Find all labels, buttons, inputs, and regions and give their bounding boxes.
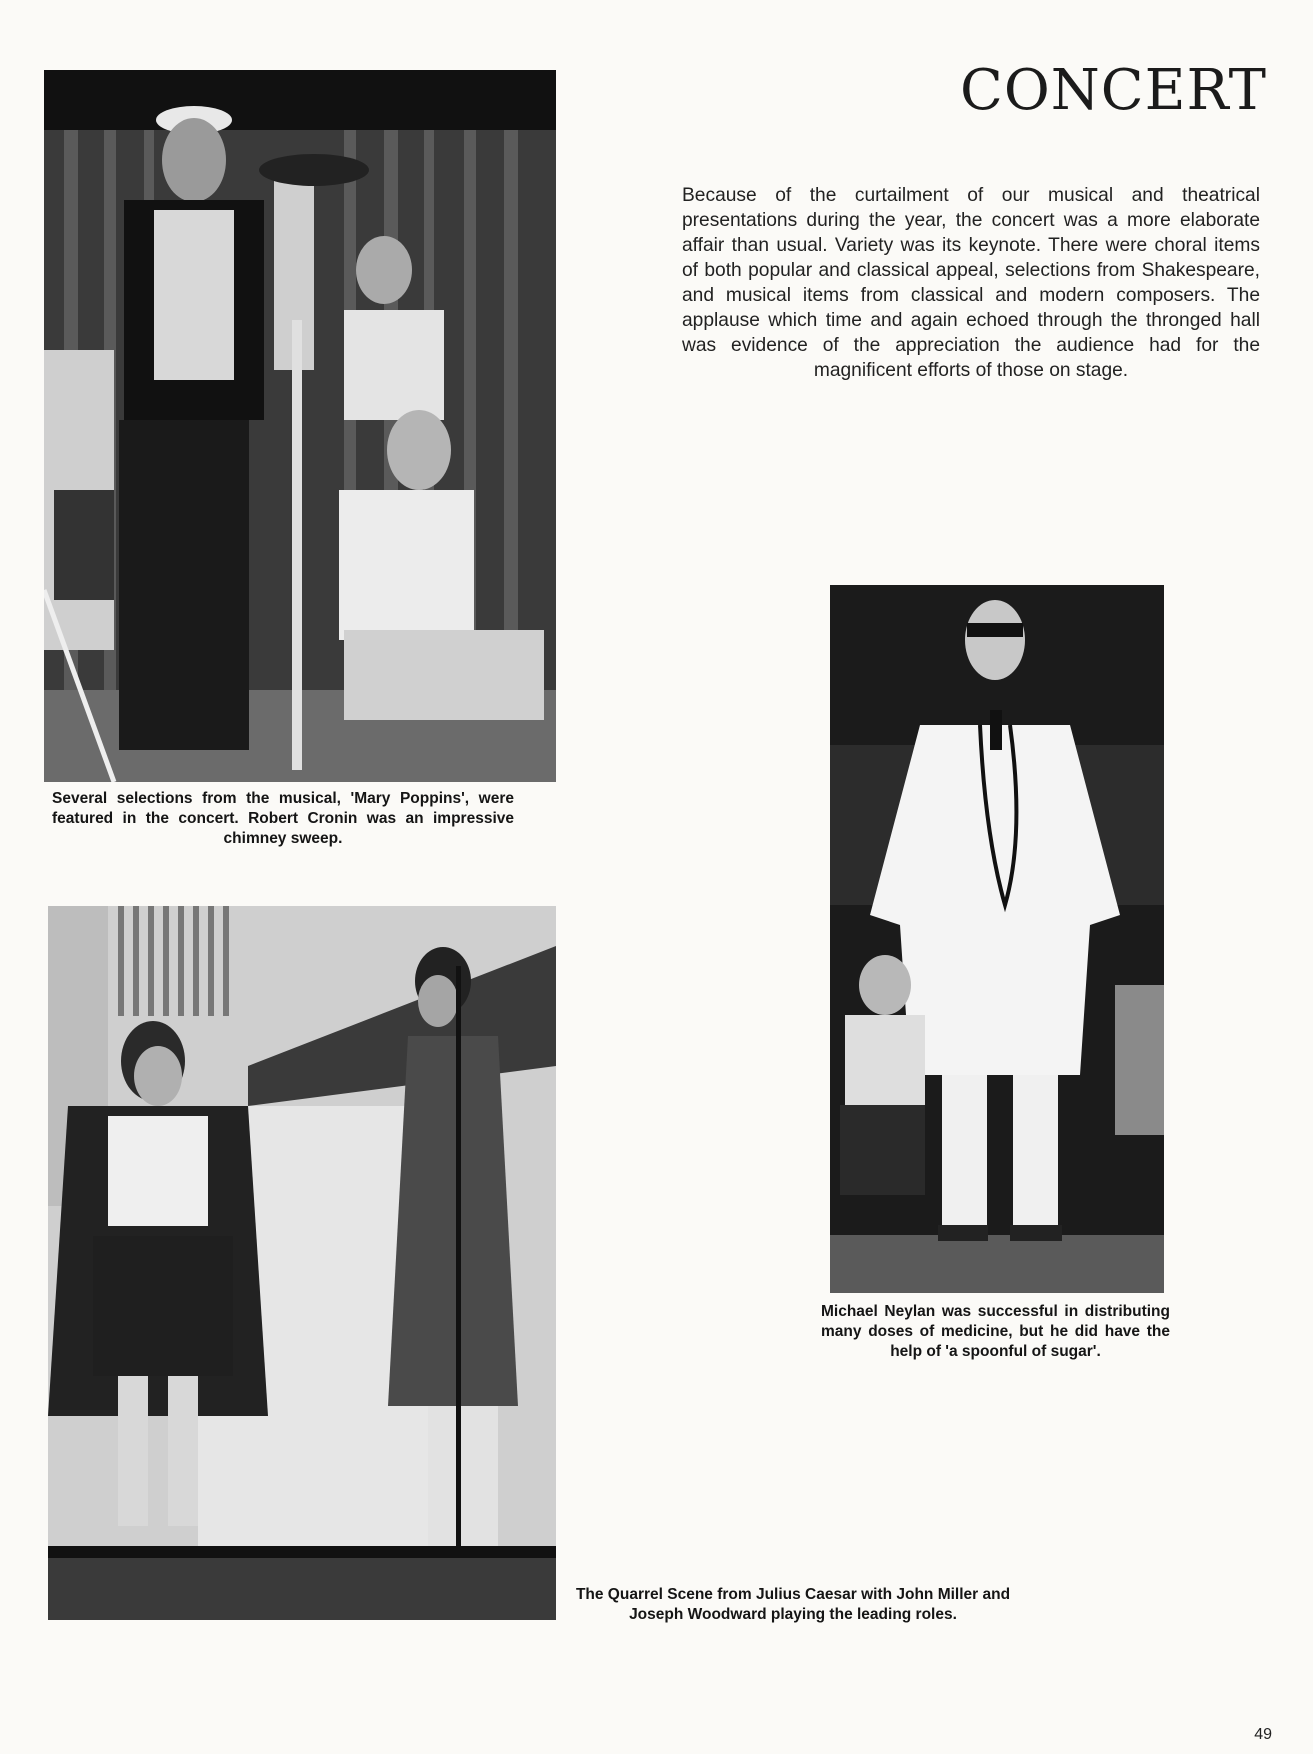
caption-julius-caesar: The Quarrel Scene from Julius Caesar with John Miller and Joseph Woodward playing the leading roles. [575, 1586, 1011, 1623]
photo-julius-caesar [48, 906, 556, 1620]
caption-michael-neylan: Michael Neylan was successful in distributing many doses of medicine, but he did have the help of 'a spoonful of sugar'. [821, 1303, 1170, 1360]
photo-mary-poppins [44, 70, 556, 782]
photo-michael-neylan [830, 585, 1164, 1293]
caption-mary-poppins: Several selections from the musical, 'Mary Poppins', were featured in the concert. Robert Cronin was an impressive chimney sweep. [52, 790, 514, 847]
page-title: CONCERT [960, 58, 1268, 123]
page-number: 49 [1254, 1726, 1272, 1743]
intro-paragraph: Because of the curtailment of our musical and theatrical presentations during the year, the concert was a more elaborate affair than usual. Variety was its keynote. There were choral items of both popular and classical appeal, selections from Shakespeare, and musical items from classical and modern composers. The applause which time and again echoed through the thronged hall was evidence of the appreciation the audience had for the magnificent efforts of those on stage. [682, 185, 1260, 381]
